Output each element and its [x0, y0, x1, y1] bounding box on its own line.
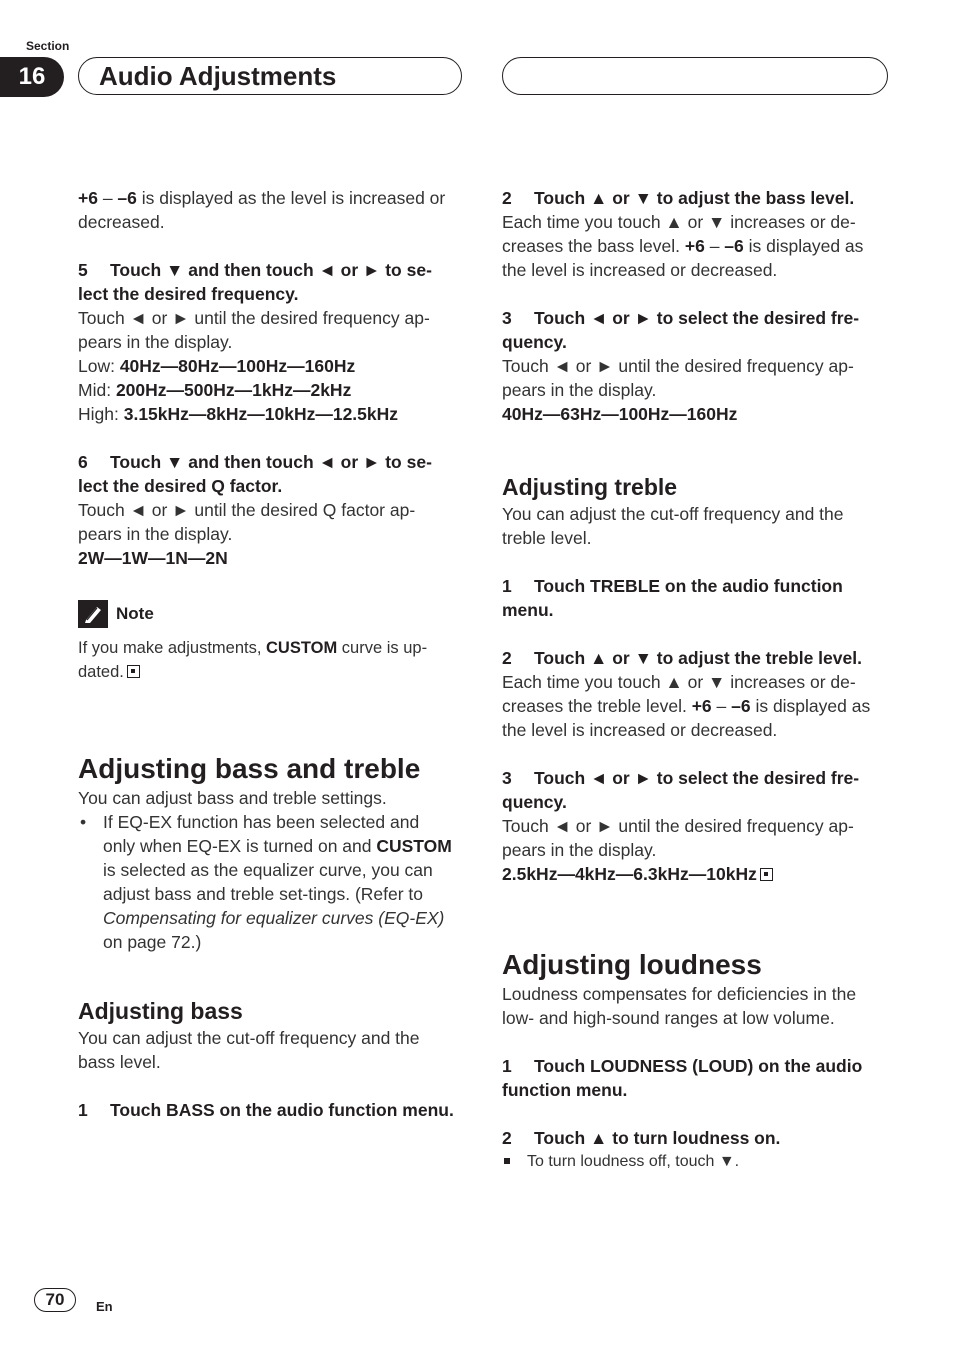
high-frequencies: [78, 402, 454, 426]
note-text-part: curve is up-dated.: [78, 639, 428, 681]
step-number: 2: [502, 188, 512, 208]
dash: –: [711, 696, 732, 716]
step-title-text: Touch ◄ or ► to select the desired fre-quency.: [502, 308, 860, 352]
bass-treble-intro: You can adjust bass and treble settings.: [78, 788, 387, 808]
step-title-text: Touch ▼ and then touch ◄ or ► to se-lect the desired Q factor.: [78, 452, 432, 496]
step-number: 2: [502, 1128, 512, 1148]
step-title-text: Touch LOUDNESS (LOUD) on the audio function menu.: [502, 1056, 863, 1100]
loudness-intro: Loudness compensates for deficiencies in the low- and high-sound ranges at low volume.: [502, 984, 857, 1028]
body-text: is displayed as the level is increased or decreased.: [502, 236, 864, 280]
treble-step-3-body: Touch ◄ or ► until the desired frequency ap-pears in the display.: [502, 816, 854, 860]
bass-step-3-title: [502, 306, 892, 354]
pencil-note-icon: [78, 600, 108, 628]
treble-step-1-title: [502, 574, 892, 622]
dash: –: [704, 236, 725, 256]
loudness-step-2-title: [502, 1126, 892, 1150]
header-empty-box: [502, 57, 888, 95]
step-number: 2: [502, 648, 512, 668]
bass-intro: You can adjust the cut-off frequency and the bass level.: [78, 1028, 420, 1072]
treble-step-2-body: [502, 670, 892, 742]
note-label: Note: [116, 604, 154, 623]
bullet-text: To turn loudness off, touch ▼.: [527, 1153, 740, 1170]
treble-step-2-title: [502, 646, 892, 670]
level-min: –6: [117, 188, 137, 208]
treble-frequency-values: [502, 862, 892, 886]
chapter-title: Audio Adjustments: [78, 57, 462, 95]
step-number: 1: [78, 1100, 88, 1120]
step-5-title: [78, 258, 454, 306]
bass-step-2-title: [502, 186, 892, 210]
dash: –: [97, 188, 118, 208]
bass-treble-heading: Adjusting bass and treble: [78, 753, 421, 784]
bullet-custom: CUSTOM: [376, 836, 452, 856]
q-factor-values: 2W—1W—1N—2N: [78, 548, 228, 568]
mid-label: Mid:: [78, 380, 116, 400]
bass-treble-bullet: [78, 810, 454, 954]
high-values: 3.15kHz—8kHz—10kHz—12.5kHz: [123, 404, 399, 424]
level-max: +6: [691, 696, 712, 716]
bullet-text: is selected as the equalizer curve, you can adjust bass and treble set-tings. (Refer to: [103, 860, 433, 904]
step-number: 3: [502, 308, 512, 328]
bass-frequency-values: 40Hz—63Hz—100Hz—160Hz: [502, 404, 738, 424]
level-max: +6: [78, 188, 98, 208]
section-label: Section: [26, 39, 70, 53]
intro-paragraph: [78, 186, 454, 234]
loudness-bullet: [502, 1150, 892, 1174]
step-5-body: Touch ◄ or ► until the desired frequency ap-pears in the display.: [78, 308, 430, 352]
low-label: Low:: [78, 356, 120, 376]
note-text: [78, 636, 454, 684]
loudness-step-1-title: [502, 1054, 892, 1102]
step-title-text: Touch TREBLE on the audio function menu.: [502, 576, 843, 620]
level-max: +6: [684, 236, 705, 256]
page-number: 70: [34, 1288, 76, 1312]
section-number-badge: 16: [0, 57, 64, 97]
left-column: [78, 186, 454, 1122]
step-number: 1: [502, 1056, 512, 1076]
body-text: Each time you touch ▲ or ▼ increases or de-creases the treble level.: [502, 672, 856, 716]
bass-step-2-body: [502, 210, 892, 282]
level-min: –6: [731, 696, 751, 716]
mid-frequencies: [78, 378, 454, 402]
right-column: [502, 186, 892, 1174]
treble-heading: Adjusting treble: [502, 474, 678, 500]
loudness-heading: Adjusting loudness: [502, 949, 762, 980]
treble-intro: You can adjust the cut-off frequency and the treble level.: [502, 504, 844, 548]
mid-values: 200Hz—500Hz—1kHz—2kHz: [115, 380, 352, 400]
note-header: [78, 600, 454, 628]
step-6-body: Touch ◄ or ► until the desired Q factor ap-pears in the display.: [78, 500, 416, 544]
step-title-text: Touch ▼ and then touch ◄ or ► to se-lect the desired frequency.: [78, 260, 432, 304]
end-mark-icon: [760, 868, 773, 881]
note-custom: CUSTOM: [266, 639, 338, 657]
step-title-text: Touch BASS on the audio function menu.: [110, 1100, 454, 1120]
step-6-title: [78, 450, 454, 498]
end-mark-icon: [127, 665, 140, 678]
bass-heading: Adjusting bass: [78, 998, 243, 1024]
bullet-text: on page 72.): [103, 932, 202, 952]
body-text: Each time you touch ▲ or ▼ increases or de-creases the bass level.: [502, 212, 856, 256]
body-text: is displayed as the level is increased or decreased.: [502, 696, 871, 740]
note-text-part: If you make adjustments,: [78, 639, 267, 657]
intro-text: is displayed as the level is increased or decreased.: [78, 188, 446, 232]
bullet-text: If EQ-EX function has been selected and only when EQ-EX is turned on and: [103, 812, 420, 856]
low-frequencies: [78, 354, 454, 378]
step-title-text: Touch ▲ to turn loudness on.: [534, 1128, 781, 1148]
language-code: En: [96, 1299, 113, 1314]
step-number: 5: [78, 260, 88, 280]
step-title-text: Touch ▲ or ▼ to adjust the treble level.: [534, 648, 862, 668]
square-bullet-icon: [504, 1158, 510, 1164]
step-title-text: Touch ▲ or ▼ to adjust the bass level.: [534, 188, 855, 208]
bass-step-3-body: Touch ◄ or ► until the desired frequency ap-pears in the display.: [502, 356, 854, 400]
low-values: 40Hz—80Hz—100Hz—160Hz: [119, 356, 356, 376]
treble-step-3-title: [502, 766, 892, 814]
level-min: –6: [724, 236, 744, 256]
frequency-values-text: 2.5kHz—4kHz—6.3kHz—10kHz: [502, 864, 757, 884]
high-label: High:: [78, 404, 124, 424]
step-number: 6: [78, 452, 88, 472]
bass-step-1-title: [78, 1098, 454, 1122]
step-number: 1: [502, 576, 512, 596]
step-title-text: Touch ◄ or ► to select the desired fre-quency.: [502, 768, 860, 812]
cross-reference: Compensating for equalizer curves (EQ-EX): [103, 908, 445, 928]
step-number: 3: [502, 768, 512, 788]
